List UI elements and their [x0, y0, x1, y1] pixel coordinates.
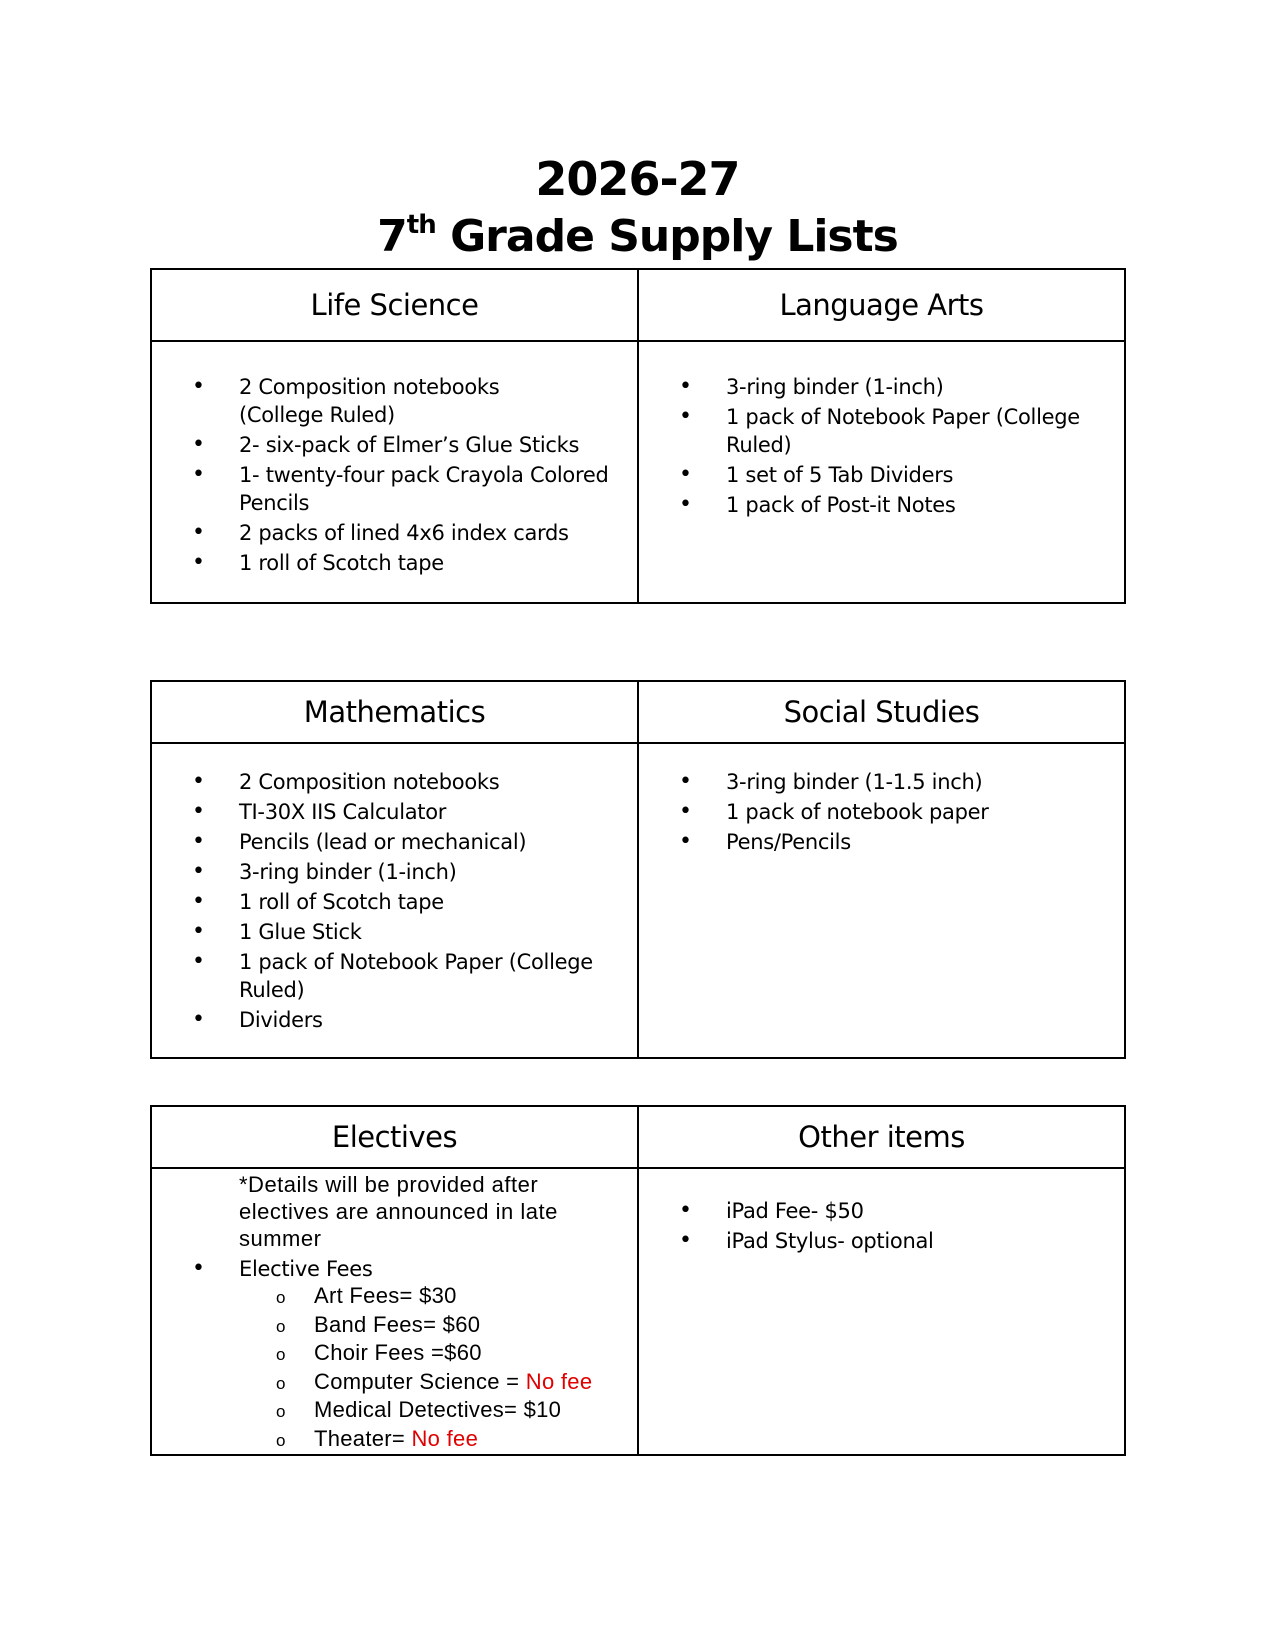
supply-table-3	[150, 1105, 1126, 1456]
fee-item: o Theater= No fee	[314, 1426, 617, 1453]
list-item: • 3-ring binder (1-inch)	[239, 858, 637, 886]
grade-number: 7	[377, 211, 407, 262]
list-item: • 1 Glue Stick	[239, 918, 637, 946]
list-item: • 3-ring binder (1-inch)	[726, 373, 1124, 401]
mathematics-list	[152, 744, 637, 1034]
supply-table-1	[150, 268, 1126, 604]
fee-item: o Art Fees= $30	[314, 1283, 617, 1310]
other-items-list	[639, 1169, 1124, 1255]
list-item: • Dividers	[239, 1006, 637, 1034]
title-text: Grade Supply Lists	[450, 211, 898, 262]
page-year: 2026-27	[535, 152, 740, 206]
electives-header: Electives	[151, 1106, 638, 1168]
list-item: • 3-ring binder (1-1.5 inch)	[726, 768, 1124, 796]
elective-fees-list	[239, 1283, 617, 1452]
list-item: • 2 packs of lined 4x6 index cards	[239, 519, 637, 547]
mathematics-header: Mathematics	[151, 681, 638, 743]
life-science-cell	[151, 341, 638, 603]
fee-item: o Band Fees= $60	[314, 1312, 617, 1339]
list-item: • 1 roll of Scotch tape	[239, 888, 637, 916]
list-item: • iPad Stylus- optional	[726, 1227, 1124, 1255]
list-item: • 1 pack of Notebook Paper (College Ruled)	[239, 948, 637, 1004]
list-item: • Pens/Pencils	[726, 828, 1124, 856]
no-fee-text: No fee	[411, 1425, 479, 1451]
list-item: • 2- six-pack of Elmer’s Glue Sticks	[239, 431, 637, 459]
fee-item: o Computer Science = No fee	[314, 1369, 617, 1396]
other-items-cell	[638, 1168, 1125, 1455]
social-studies-list	[639, 744, 1124, 856]
social-studies-cell	[638, 743, 1125, 1058]
life-science-header: Life Science	[151, 269, 638, 341]
list-item: • 1 roll of Scotch tape	[239, 549, 637, 577]
list-item: • 1 pack of Notebook Paper (College Ruled)	[726, 403, 1124, 459]
list-item: • Pencils (lead or mechanical)	[239, 828, 637, 856]
electives-note: *Details will be provided after electives are announced in late summer	[239, 1172, 558, 1251]
page-title	[0, 210, 1275, 264]
grade-suffix: th	[406, 210, 436, 240]
supply-table-2	[150, 680, 1126, 1059]
electives-list	[152, 1255, 637, 1452]
no-fee-text: No fee	[525, 1368, 593, 1394]
language-arts-list	[639, 342, 1124, 519]
list-item: • iPad Fee- $50	[726, 1197, 1124, 1225]
fee-item: o Choir Fees =$60	[314, 1340, 617, 1367]
list-item	[239, 1255, 637, 1452]
list-item: • 2 Composition notebooks	[239, 768, 637, 796]
list-item: • 1 set of 5 Tab Dividers	[726, 461, 1124, 489]
fee-item: o Medical Detectives= $10	[314, 1397, 617, 1424]
other-items-header: Other items	[638, 1106, 1125, 1168]
language-arts-cell	[638, 341, 1125, 603]
list-item: • 1 pack of notebook paper	[726, 798, 1124, 826]
elective-fees-label: Elective Fees	[239, 1257, 373, 1281]
life-science-list	[152, 342, 637, 577]
mathematics-cell	[151, 743, 638, 1058]
list-item: • 1 pack of Post-it Notes	[726, 491, 1124, 519]
list-item: • TI-30X IIS Calculator	[239, 798, 637, 826]
list-item: • 2 Composition notebooks (College Ruled)	[239, 373, 637, 429]
list-item: • 1- twenty-four pack Crayola Colored Pencils	[239, 461, 637, 517]
electives-cell	[151, 1168, 638, 1455]
language-arts-header: Language Arts	[638, 269, 1125, 341]
social-studies-header: Social Studies	[638, 681, 1125, 743]
